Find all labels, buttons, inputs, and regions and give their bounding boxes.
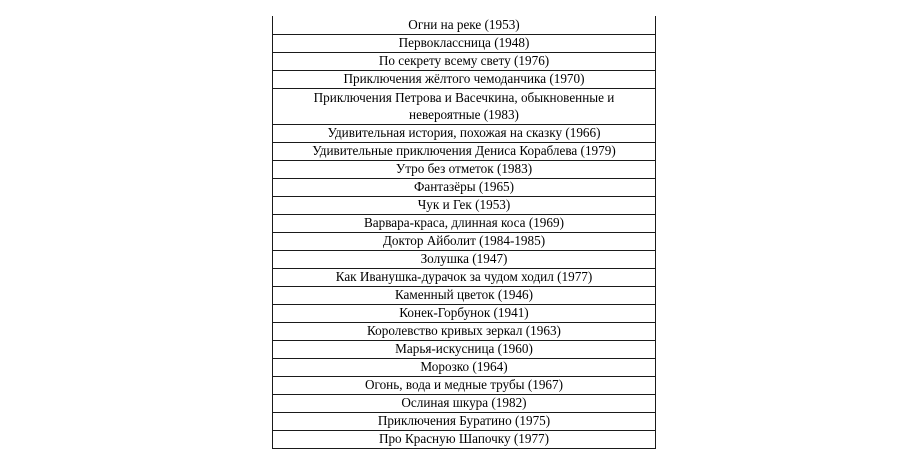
film-title-cell: Огни на реке (1953) [273,16,656,35]
film-list-body [273,16,656,449]
table-row [273,35,656,53]
table-row [273,143,656,161]
film-title-cell: Марья-искусница (1960) [273,341,656,359]
film-title-cell: Фантазёры (1965) [273,179,656,197]
table-row [273,269,656,287]
table-row [273,413,656,431]
table-row [273,16,656,35]
film-title-cell: Про Красную Шапочку (1977) [273,431,656,449]
film-title-cell: Приключения Буратино (1975) [273,413,656,431]
film-title-cell: Огонь, вода и медные трубы (1967) [273,377,656,395]
film-title-cell: По секрету всему свету (1976) [273,53,656,71]
table-row [273,179,656,197]
film-title-cell: Удивительная история, похожая на сказку (1966) [273,125,656,143]
film-title-cell: Приключения Петрова и Васечкина, обыкновенные и невероятные (1983) [273,89,656,125]
film-title-cell: Конек-Горбунок (1941) [273,305,656,323]
table-row [273,197,656,215]
film-title-cell: Как Иванушка-дурачок за чудом ходил (1977) [273,269,656,287]
table-row [273,341,656,359]
film-title-cell: Доктор Айболит (1984-1985) [273,233,656,251]
table-row [273,71,656,89]
table-row [273,215,656,233]
film-title-cell: Утро без отметок (1983) [273,161,656,179]
table-row [273,125,656,143]
table-row [273,395,656,413]
film-title-cell: Удивительные приключения Дениса Кораблева (1979) [273,143,656,161]
table-row [273,53,656,71]
table-row [273,89,656,125]
film-title-cell: Королевство кривых зеркал (1963) [273,323,656,341]
film-title-cell: Ослиная шкура (1982) [273,395,656,413]
table-row [273,305,656,323]
film-title-cell: Чук и Гек (1953) [273,197,656,215]
table-row [273,323,656,341]
table-row [273,431,656,449]
table-row [273,287,656,305]
film-title-cell: Варвара-краса, длинная коса (1969) [273,215,656,233]
table-row [273,161,656,179]
film-title-cell: Первоклассница (1948) [273,35,656,53]
film-title-cell: Золушка (1947) [273,251,656,269]
table-row [273,359,656,377]
table-row [273,233,656,251]
film-title-cell: Приключения жёлтого чемоданчика (1970) [273,71,656,89]
film-title-cell: Каменный цветок (1946) [273,287,656,305]
film-title-cell: Морозко (1964) [273,359,656,377]
film-list-table [272,16,656,449]
table-row [273,251,656,269]
table-row [273,377,656,395]
